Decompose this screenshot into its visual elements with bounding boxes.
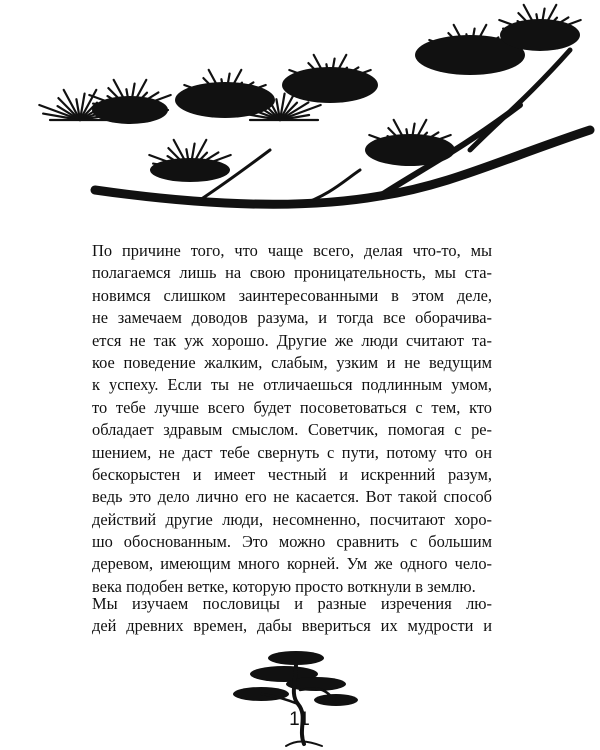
text-line: к успеху. Если ты не отличаешься подлинным умом,: [92, 375, 492, 395]
text-line: бескорыстен и имеет честный и искренний разум,: [92, 464, 492, 484]
text-line: то тебе лучше всего будет посоветоваться с тем, кто: [92, 397, 492, 417]
text-line: Мы изучаем пословицы и разные изречения лю-: [92, 594, 492, 613]
text-line: деревом, имеющим много корней. Ум же одного чело-: [92, 554, 492, 574]
text-line: ется не так уж хорошо. Другие же люди считают та-: [92, 330, 492, 350]
text-line: дей древних времен, дабы ввериться их мудрости и: [92, 616, 492, 636]
text-line: полагаемся лишь на свою проницательность, мы ста-: [92, 263, 492, 283]
paragraph-1: [92, 240, 492, 598]
text-line: кое поведение жалким, слабым, узким и не ведущим: [92, 352, 492, 372]
text-line: ведь это дело лично его не касается. Вот такой способ: [92, 487, 492, 507]
page-number: 11: [289, 709, 311, 730]
text-line: шо обоснованным. Это можно сравнить с большим: [92, 532, 492, 552]
text-line: обладает здравым смыслом. Советчик, помогая с ре-: [92, 420, 492, 440]
text-line: новимся слишком заинтересованными в этом деле,: [92, 285, 492, 305]
paragraph-2: [92, 593, 492, 638]
pine-branch-illustration: [0, 0, 600, 225]
bonsai-tree-illustration: [226, 644, 376, 748]
text-line: века подобен ветке, которую просто воткнули в землю.: [92, 576, 476, 596]
text-line: По причине того, что чаще всего, делая что-то, мы: [92, 241, 492, 260]
text-line: шением, не даст тебе свернуть с пути, потому что он: [92, 442, 492, 462]
text-line: не замечаем доводов разума, и тогда все оборачива-: [92, 308, 492, 328]
text-line: действий другие люди, несомненно, посчитают хоро-: [92, 509, 492, 529]
